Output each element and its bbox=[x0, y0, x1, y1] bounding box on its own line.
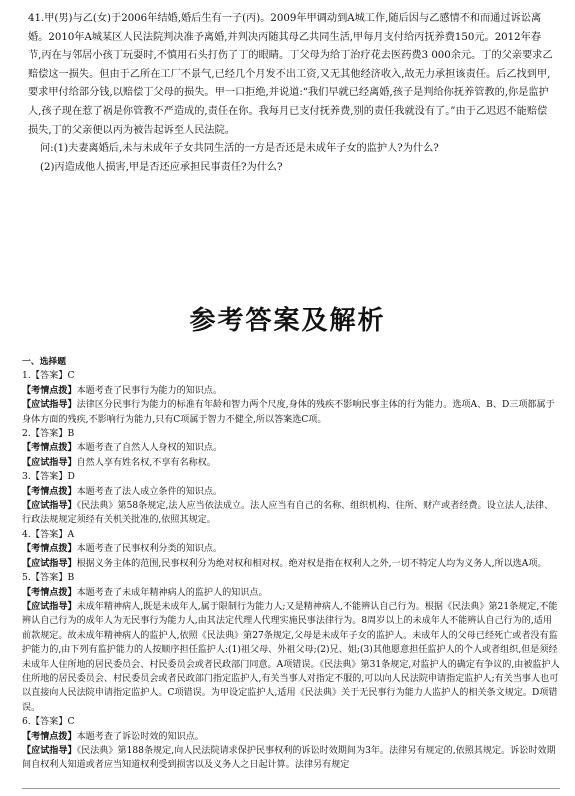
row-tag: 【考情点拨】 bbox=[22, 485, 77, 497]
row-tag: 【应试指导】 bbox=[22, 500, 77, 512]
row-text: 根据义务主体的范围,民事权利分为绝对权和相对权。绝对权是指在权利人之外,一切不特定人均为义务人,所以选A项。 bbox=[76, 558, 547, 569]
row-text: 本题考查了诉讼时效的知识点。 bbox=[76, 731, 204, 742]
question-41-ask-1: 问:(1)夫妻离婚后,未与未成年子女共同生活的一方是否还是未成年子女的监护人?为什么? bbox=[40, 143, 439, 155]
answer-item bbox=[22, 427, 560, 470]
row-tag: 【应试指导】 bbox=[22, 456, 77, 468]
question-41-ask-2: (2)丙造成他人损害,甲是否还应承担民事责任?为什么? bbox=[40, 161, 283, 173]
answer-item bbox=[22, 715, 560, 773]
row-tag: 【考情点拨】 bbox=[22, 442, 77, 454]
answer-head: 5.【答案】B bbox=[22, 572, 75, 584]
row-text: 未成年精神病人,既是未成年人,属于限制行为能力人;又是精神病人,不能辨认自己行为。根据《民法典》第21条规定,不能辨认自己行为的成年人为无民事行为能力人,由其法定代理人代理实施民事法律行为。8周岁以上的未成年人不能辨认自己行为的,适用前款规定。故未成年精神病人的监护人,依照《民法典》第27条规定,父母是未成年子女的监护人。未成年人的父母已经死亡或者没有监护能力的,由下列有监护能力的人按顺序担任监护人:(1)祖父母、外祖父母;(2)兄、姐;(3)其他愿意担任监护人的个人或者组织,但是须经未成年人住所地的居民委员会、村民委员会或者民政部门同意。A项错误。《民法典》第31条规定,对监护人的确定有争议的,由被监护人住所地的居民委员会、村民委员会或者民政部门指定监护人,有关当事人对指定不服的,可以向人民法院申请指定监护人;有关当事人也可以直接向人民法院申请指定监护人。C项错误。为甲设定监护人,适用《民法典》关于无民事行为能力人监护人的相关条文规定。D项错误。 bbox=[22, 601, 560, 713]
row-text: 自然人享有姓名权,不享有名称权。 bbox=[76, 457, 216, 468]
row-tag: 【考情点拨】 bbox=[22, 586, 77, 598]
row-text: 《民法典》第58条规定,法人应当依法成立。法人应当有自己的名称、组织机构、住所、财产或者经费。设立法人,法律、行政法规规定须经有关机关批准的,依照其规定。 bbox=[22, 501, 554, 526]
row-tag: 【应试指导】 bbox=[22, 557, 77, 569]
row-text: 法律区分民事行为能力的标准有年龄和智力两个尺度,身体的残疾不影响民事主体的行为能力。选项A、B、D三项都属于身体方面的残疾,不影响行为能力,只有C项属于智力不健全,所以答案选C项。 bbox=[22, 400, 555, 425]
answer-item bbox=[22, 369, 560, 427]
answer-item bbox=[22, 571, 560, 715]
row-tag: 【应试指导】 bbox=[22, 600, 77, 612]
row-text: 本题考查了未成年精神病人的监护人的知识点。 bbox=[76, 587, 268, 598]
answer-item bbox=[22, 528, 560, 571]
row-tag: 【应试指导】 bbox=[22, 744, 77, 756]
footer-divider bbox=[22, 788, 560, 789]
question-41-text: 41.甲(男)与乙(女)于2006年结婚,婚后生有一子(丙)。2009年甲调动到A城工作,随后因与乙感情不和而通过诉讼离婚。2010年A城某区人民法院判决准予离婚,并判决丙随其母乙共同生活,甲每月支付给丙抚养费150元。2012年春节,丙在与邻居小孩丁玩耍时,不慎用石头打伤了丁的眼睛。丁父母为给丁治疗花去医药费3 000余元。丁的父亲要求乙赔偿这一损失。但由于乙所在工厂不景气,已经几个月发不出工资,又无其他经济收入,故无力承担该责任。后乙找到甲,要求甲付给部分钱,以赔偿丁父母的损失。甲一口拒绝,并说道:“我们早就已经离婚,孩子是判给你抚养管教的,你是监护人,孩子现在惹了祸是你管教不严造成的,责任在你。我每月已支付抚养费,别的责任我就没有了。”由于乙迟迟不能赔偿损失,丁的父亲便以丙为被告起诉至人民法院。 bbox=[28, 13, 553, 136]
row-text: 本题考查了民事行为能力的知识点。 bbox=[76, 385, 223, 396]
answer-head: 6.【答案】C bbox=[22, 716, 75, 728]
row-tag: 【考情点拨】 bbox=[22, 543, 77, 555]
row-text: 《民法典》第188条规定,向人民法院请求保护民事权利的诉讼时效期间为3年。法律另有规定的,依照其规定。诉讼时效期间自权利人知道或者应当知道权利受到损害以及义务人之日起计算。法律另有规定 bbox=[22, 745, 556, 771]
answers-section bbox=[22, 355, 560, 773]
answer-head: 4.【答案】A bbox=[22, 528, 75, 540]
answer-item bbox=[22, 470, 560, 528]
row-text: 本题考查了自然人人身权的知识点。 bbox=[76, 443, 223, 454]
question-41 bbox=[28, 10, 553, 177]
row-text: 本题考查了法人成立条件的知识点。 bbox=[76, 486, 223, 497]
answers-heading: 参考答案及解析 bbox=[189, 306, 386, 336]
answer-head: 3.【答案】D bbox=[22, 471, 75, 483]
answer-head: 2.【答案】B bbox=[22, 428, 75, 440]
row-tag: 【考情点拨】 bbox=[22, 730, 77, 742]
row-tag: 【应试指导】 bbox=[22, 399, 77, 411]
section-title: 一、选择题 bbox=[22, 357, 66, 367]
answer-head: 1.【答案】C bbox=[22, 370, 75, 382]
row-tag: 【考情点拨】 bbox=[22, 384, 77, 396]
row-text: 本题考查了民事权利分类的知识点。 bbox=[76, 544, 223, 555]
